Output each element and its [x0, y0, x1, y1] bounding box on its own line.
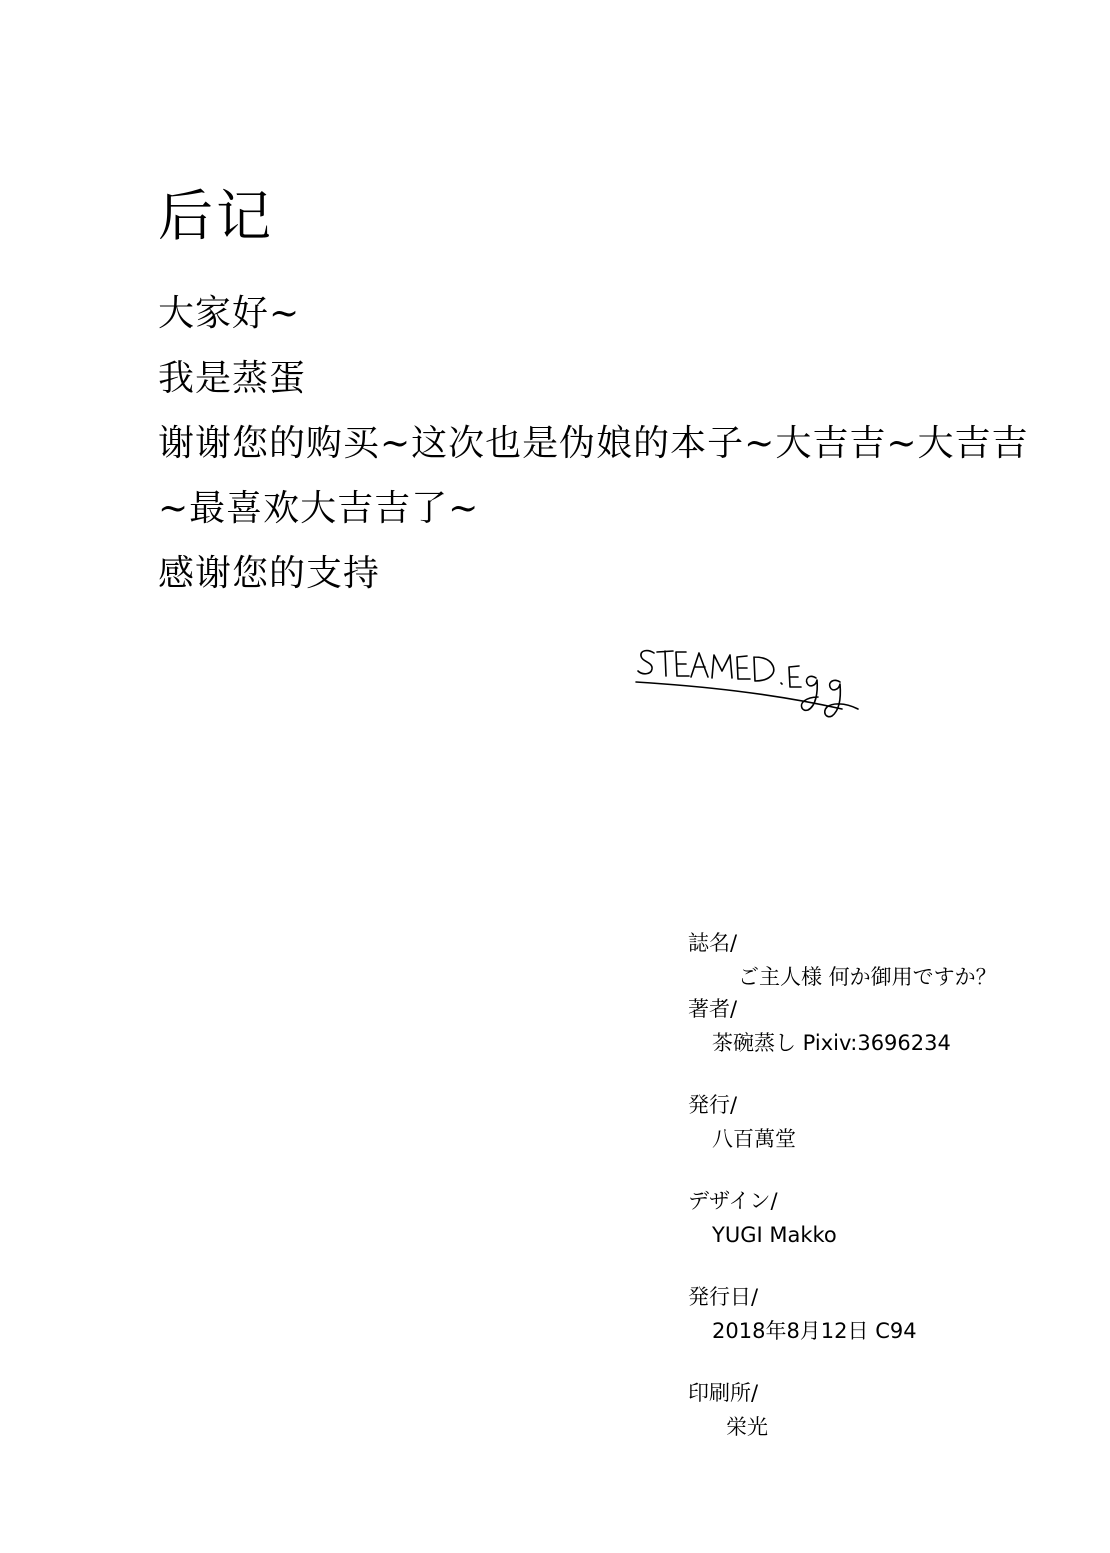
colophon-printer-entry — [688, 1380, 1088, 1440]
colophon-value-author: 茶碗蒸し Pixiv:3696234 — [712, 1031, 951, 1055]
colophon-label-publisher: 発行/ — [688, 1093, 738, 1117]
signature-image — [630, 640, 875, 730]
colophon — [688, 930, 1088, 1440]
message-line-favorite: ~最喜欢大吉吉了~ — [158, 488, 480, 529]
colophon-author-entry — [688, 996, 1088, 1056]
colophon-value-date: 2018年8月12日 C94 — [712, 1319, 917, 1343]
message-line-introduction: 我是蒸蛋 — [158, 358, 307, 399]
afterword-title: 后记 — [158, 184, 275, 248]
colophon-value-design: YUGI Makko — [712, 1223, 837, 1247]
colophon-publisher-entry — [688, 1092, 1088, 1152]
colophon-value-printer: 栄光 — [726, 1415, 768, 1439]
colophon-title-entry — [688, 930, 1088, 990]
colophon-label-printer: 印刷所/ — [688, 1381, 759, 1405]
colophon-design-entry — [688, 1188, 1088, 1248]
message-line-thanks: 谢谢您的购买~这次也是伪娘的本子~大吉吉~大吉吉 — [158, 423, 1029, 464]
colophon-label-date: 発行日/ — [688, 1285, 759, 1309]
colophon-date-entry — [688, 1284, 1088, 1344]
message-line-support: 感谢您的支持 — [158, 553, 381, 594]
colophon-value-title: ご主人様 何か御用ですか？ — [738, 965, 997, 989]
message-line-greeting: 大家好~ — [158, 293, 301, 334]
colophon-label-title: 誌名/ — [688, 931, 738, 955]
colophon-label-author: 著者/ — [688, 997, 738, 1021]
colophon-label-design: デザイン/ — [688, 1189, 778, 1213]
colophon-value-publisher: 八百萬堂 — [712, 1127, 796, 1151]
